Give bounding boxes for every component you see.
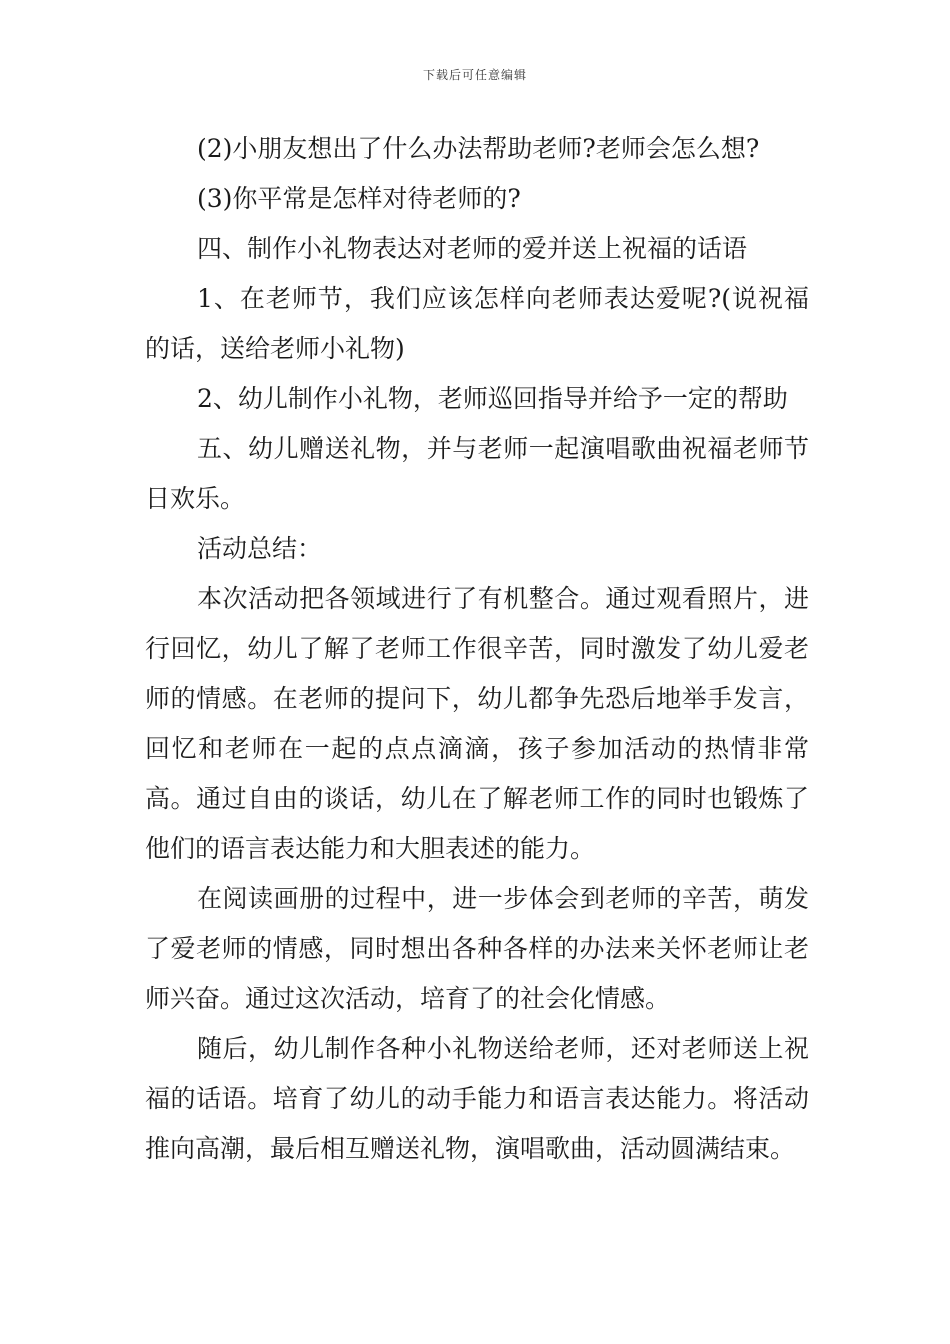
paragraph-question-3: (3)你平常是怎样对待老师的?	[197, 184, 521, 213]
section-heading-4: 四、制作小礼物表达对老师的爱并送上祝福的话语	[197, 234, 748, 263]
paragraph-step-1: 1、在老师节，我们应该怎样向老师表达爱呢?(说祝福的话，送给老师小礼物)	[145, 284, 809, 363]
summary-heading: 活动总结：	[197, 534, 323, 563]
section-heading-5: 五、幼儿赠送礼物，并与老师一起演唱歌曲祝福老师节日欢乐。	[145, 434, 809, 513]
summary-paragraph-2: 在阅读画册的过程中，进一步体会到老师的辛苦，萌发了爱老师的情感，同时想出各种各样的办法来关怀老师让老师兴奋。通过这次活动，培育了的社会化情感。	[145, 884, 809, 1013]
summary-paragraph-3: 随后，幼儿制作各种小礼物送给老师，还对老师送上祝福的话语。培育了幼儿的动手能力和语言表达能力。将活动推向高潮，最后相互赠送礼物，演唱歌曲，活动圆满结束。	[145, 1034, 809, 1163]
summary-paragraph-1: 本次活动把各领域进行了有机整合。通过观看照片，进行回忆，幼儿了解了老师工作很辛苦，同时激发了幼儿爱老师的情感。在老师的提问下，幼儿都争先恐后地举手发言，回忆和老师在一起的点点滴滴，孩子参加活动的热情非常高。通过自由的谈话，幼儿在了解老师工作的同时也锻炼了他们的语言表达能力和大胆表述的能力。	[145, 584, 809, 863]
paragraph-question-2: (2)小朋友想出了什么办法帮助老师?老师会怎么想?	[197, 134, 760, 163]
paragraph-step-2: 2、幼儿制作小礼物，老师巡回指导并给予一定的帮助	[197, 384, 788, 413]
document-body	[145, 124, 809, 1174]
page-header-note: 下载后可任意编辑	[422, 68, 527, 82]
